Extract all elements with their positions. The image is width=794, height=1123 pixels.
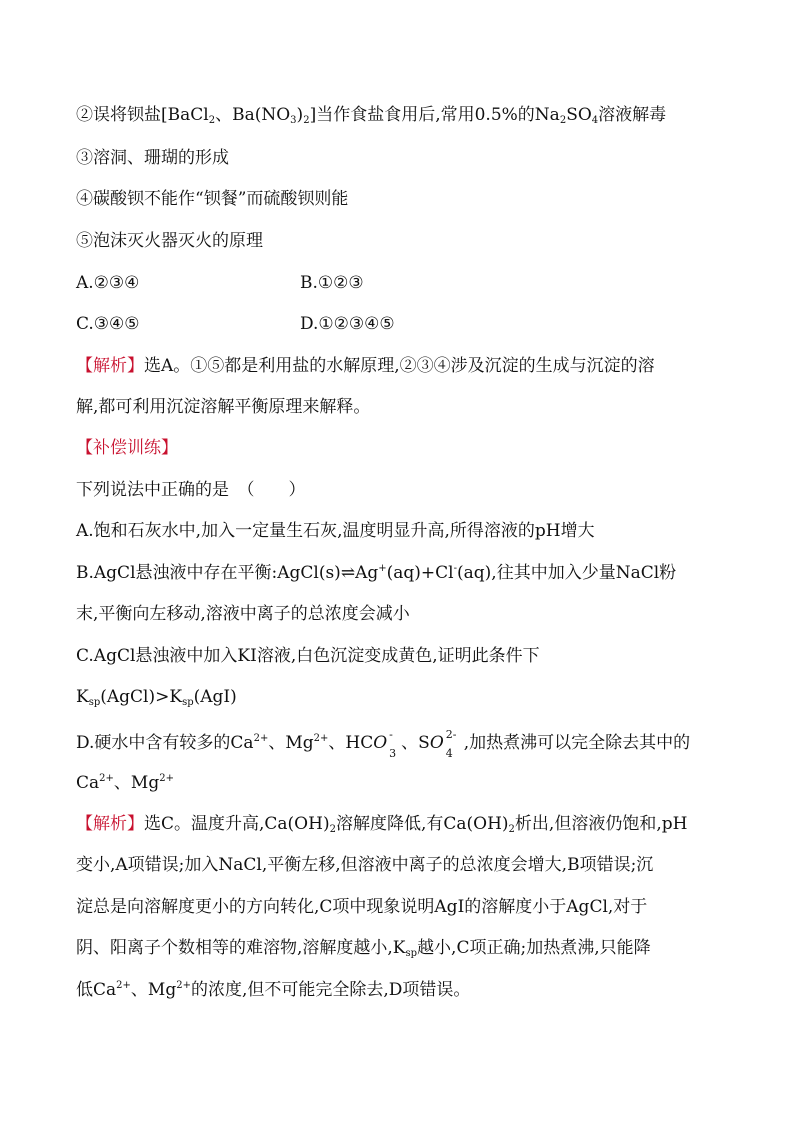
text: 选C。温度升高,Ca(OH) xyxy=(144,814,330,834)
choice-c-line-2 xyxy=(76,686,237,708)
subscript: 4 xyxy=(591,115,599,126)
subscript: sp xyxy=(182,697,194,708)
text: 、S xyxy=(401,733,430,753)
superscript: 2- xyxy=(445,727,457,741)
text: (AgI) xyxy=(193,687,237,707)
option-d: D.①②③④⑤ xyxy=(300,314,395,334)
question-stem: 下列说法中正确的是 （ ） xyxy=(76,480,306,500)
text: 溶解度降低,有Ca(OH) xyxy=(335,814,509,834)
analysis-1-line-1 xyxy=(76,355,655,377)
subscript: 3 xyxy=(389,746,397,760)
text: 低Ca xyxy=(76,980,117,1000)
text: (aq)+Cl xyxy=(386,563,454,583)
text: B.AgCl悬浊液中存在平衡:AgCl(s) xyxy=(76,563,341,583)
text: 、Mg xyxy=(268,733,314,753)
analysis-2-line-1 xyxy=(76,813,687,835)
subscript: 2 xyxy=(208,115,216,126)
ion-charge xyxy=(387,727,401,760)
superscript: 2+ xyxy=(176,980,191,991)
text: (AgCl)>K xyxy=(100,687,183,707)
subscript: 3 xyxy=(290,115,297,126)
superscript: - xyxy=(453,563,458,574)
subscript: 2 xyxy=(303,115,310,126)
item-2 xyxy=(76,104,666,126)
option-c: C.③④⑤ xyxy=(76,314,140,334)
analysis-2-line-2: 变小,A项错误;加入NaCl,平衡左移,但溶液中离子的总浓度会增大,B项错误;沉 xyxy=(76,855,654,875)
superscript: 2+ xyxy=(313,733,329,744)
choice-b-line-2: 末,平衡向左移动,溶液中离子的总浓度会减小 xyxy=(76,604,410,624)
equilibrium-arrow-icon: ⇌ xyxy=(340,563,356,583)
text: D.硬水中含有较多的Ca xyxy=(76,733,254,753)
superscript: 2+ xyxy=(159,773,174,784)
superscript: - xyxy=(389,727,393,741)
analysis-1-line-2: 解,都可利用沉淀溶解平衡原理来解释。 xyxy=(76,397,371,417)
subscript: 4 xyxy=(445,746,453,760)
choice-d-line-1 xyxy=(76,727,691,760)
superscript: 2+ xyxy=(253,733,269,744)
analysis-2-line-3: 淀总是向溶解度更小的方向转化,C项中现象说明AgI的溶解度小于AgCl,对于 xyxy=(76,897,648,917)
choice-b-line-1 xyxy=(76,562,676,584)
text: 、HC xyxy=(328,733,374,753)
subscript: 2 xyxy=(329,824,336,835)
item-3: ③溶洞、珊瑚的形成 xyxy=(76,148,229,168)
item-4: ④碳酸钡不能作“钡餐”而硫酸钡则能 xyxy=(76,189,349,209)
text: 溶液解毒 xyxy=(598,105,667,125)
item-5: ⑤泡沫灭火器灭火的原理 xyxy=(76,231,263,251)
subscript: 2 xyxy=(559,115,567,126)
superscript: 2+ xyxy=(116,980,131,991)
text: Ca xyxy=(76,773,100,793)
text: 、Mg xyxy=(130,980,177,1000)
ion-symbol: O xyxy=(429,733,444,753)
text: (aq),往其中加入少量NaCl粉 xyxy=(457,563,677,583)
choice-d-line-2 xyxy=(76,772,174,794)
analysis-tag: 【解析】 xyxy=(76,356,144,376)
text: 的浓度,但不可能完全除去,D项错误。 xyxy=(190,980,471,1000)
analysis-2-line-4 xyxy=(76,937,651,959)
ion-symbol: O xyxy=(373,733,388,753)
choice-c-line-1: C.AgCl悬浊液中加入KI溶液,白色沉淀变成黄色,证明此条件下 xyxy=(76,646,540,666)
text: 析出,但溶液仍饱和,pH xyxy=(514,814,688,834)
superscript: 2+ xyxy=(99,773,114,784)
choice-a: A.饱和石灰水中,加入一定量生石灰,温度明显升高,所得溶液的pH增大 xyxy=(76,521,595,541)
text: SO xyxy=(566,105,592,125)
text: 越小,C项正确;加热煮沸,只能降 xyxy=(417,938,651,958)
text: K xyxy=(76,687,89,707)
text: 、Mg xyxy=(113,773,160,793)
text: 、Ba(NO xyxy=(215,105,291,125)
option-b: B.①②③ xyxy=(300,273,364,293)
analysis-tag: 【解析】 xyxy=(76,814,144,834)
text: ) xyxy=(296,105,304,125)
text: ,加热煮沸可以完全除去其中的 xyxy=(463,733,691,753)
supplement-heading: 【补偿训练】 xyxy=(76,438,178,458)
subscript: 2 xyxy=(508,824,515,835)
text: ]当作食盐食用后,常用0.5%的Na xyxy=(309,105,560,125)
text: 阴、阳离子个数相等的难溶物,溶解度越小,K xyxy=(76,938,406,958)
text: ②误将钡盐[BaCl xyxy=(76,105,209,125)
option-a: A.②③④ xyxy=(76,273,140,293)
text: 选A。①⑤都是利用盐的水解原理,②③④涉及沉淀的生成与沉淀的溶 xyxy=(144,356,655,376)
subscript: sp xyxy=(405,948,418,959)
analysis-2-line-5 xyxy=(76,979,470,1001)
subscript: sp xyxy=(88,697,101,708)
ion-charge xyxy=(444,727,464,760)
superscript: + xyxy=(378,563,387,574)
text: Ag xyxy=(355,563,379,583)
